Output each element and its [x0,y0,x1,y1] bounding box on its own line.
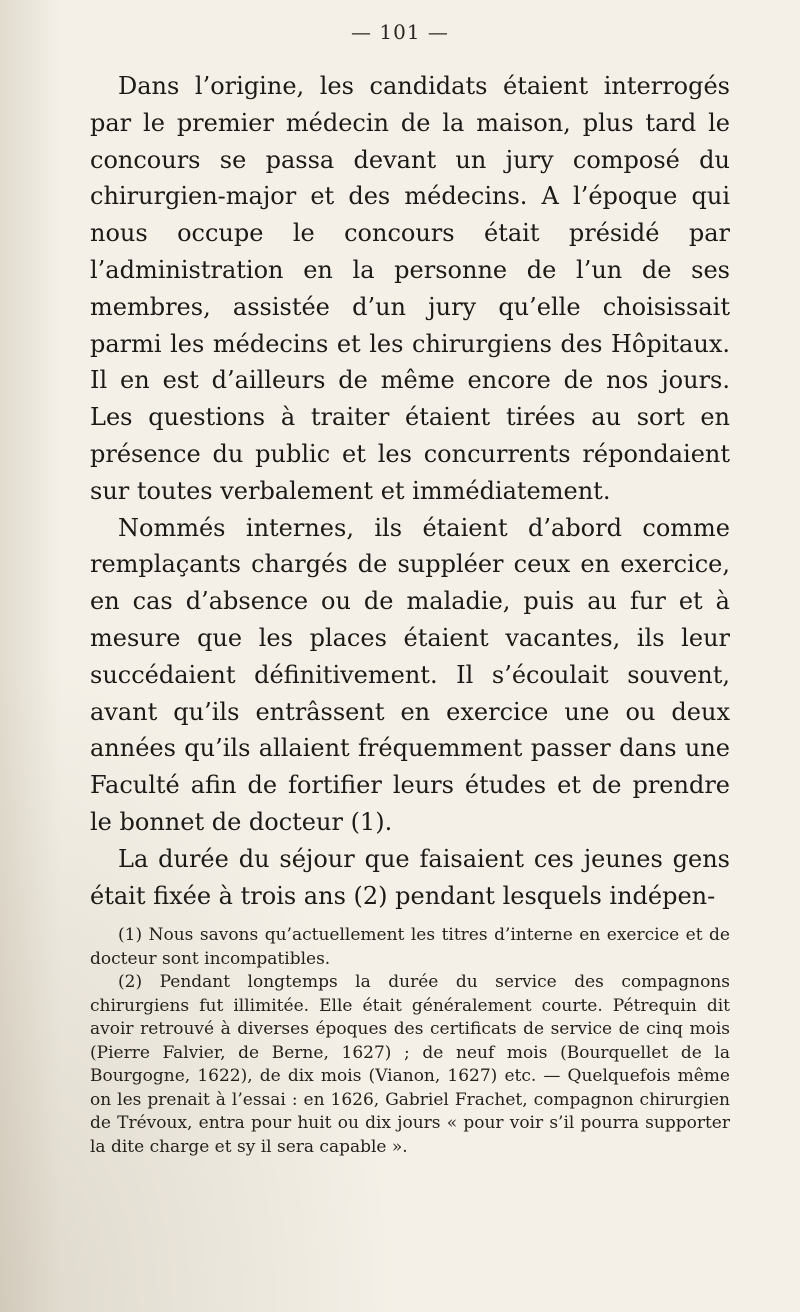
paragraph-3: La durée du séjour que faisaient ces jeunes gens était fixée à trois ans (2) pendant lesquels indépen- [90,844,730,910]
paragraph-2: Nommés internes, ils étaient d’abord comme remplaçants chargés de suppléer ceux en exercice, en cas d’absence ou de maladie, puis au fur et à mesure que les places étaient vacantes, ils leur succédaient définitivement. Il s’écoulait souvent, avant qu’ils entrâssent en exercice une ou deux années qu’ils allaient fréquemment passer dans une Faculté afin de fortifier leurs études et de prendre le bonnet de docteur (1). [90,513,730,836]
footnote-1: (1) Nous savons qu’actuellement les titres d’interne en exercice et de docteur sont incompatibles. [90,925,730,969]
footnotes [90,924,730,1159]
footnote-2: (2) Pendant longtemps la durée du service des compagnons chirurgiens fut illimitée. Elle était généralement courte. Pétrequin dit avoir retrouvé à diverses époques des certificats de service de cinq mois (Pierre Falvier, de Berne, 1627) ; de neuf mois (Bourquellet de la Bourgogne, 1622), de dix mois (Vianon, 1627) etc. — Quelquefois même on les prenait à l’essai : en 1626, Gabriel Frachet, compagnon chirurgien de Trévoux, entra pour huit ou dix jours « pour voir s’il pourra supporter la dite charge et sy il sera capable ». [90,972,730,1157]
main-text [90,68,730,1159]
page-number: — 101 — [351,20,449,44]
paragraph-1: Dans l’origine, les candidats étaient interrogés par le premier médecin de la maison, plus tard le concours se passa devant un jury composé du chirurgien-major et des médecins. A l’époque qui nous occupe le concours était présidé par l’administration en la personne de l’un de ses membres, assistée d’un jury qu’elle choisissait parmi les médecins et les chirurgiens des Hôpitaux. Il en est d’ailleurs de même encore de nos jours. Les questions à traiter étaient tirées au sort en présence du public et les concurrents répondaient sur toutes verbalement et immédiatement. [90,72,730,505]
